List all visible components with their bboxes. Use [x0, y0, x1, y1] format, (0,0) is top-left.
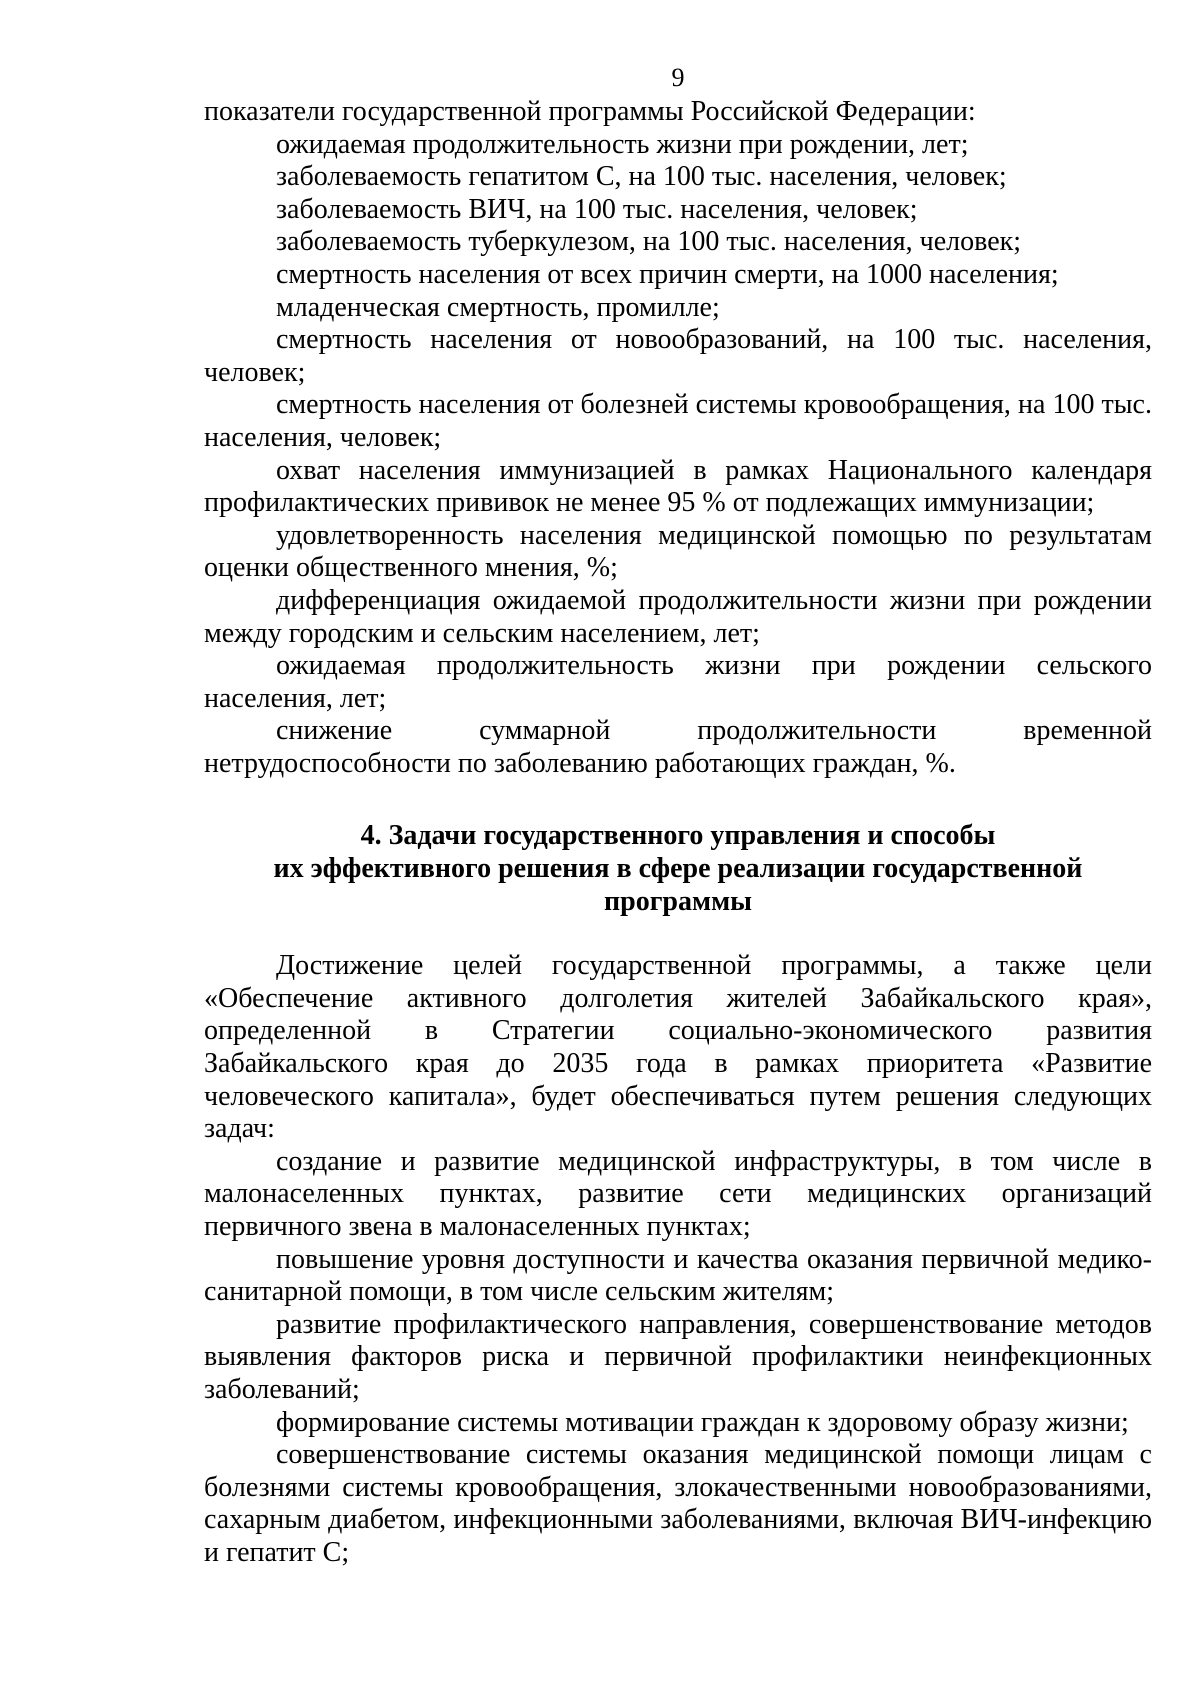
indicators-intro: показатели государственной программы Российской Федерации:	[204, 96, 976, 127]
indicators-list	[204, 129, 1152, 781]
indicator-item: ожидаемая продолжительность жизни при рождении, лет;	[276, 128, 969, 160]
indicator-item: заболеваемость туберкулезом, на 100 тыс. населения, человек;	[276, 226, 1022, 258]
task-item: развитие профилактического направления, совершенствование методов выявления факторов риска и первичной профилактики неинфекционных заболеваний;	[204, 1308, 1152, 1405]
indicator-item: младенческая смертность, промилле;	[276, 291, 720, 323]
page-number: 9	[671, 63, 685, 92]
spacer	[204, 918, 1152, 950]
section-intro-paragraph: Достижение целей государственной программы, а также цели «Обеспечение активного долголетия жителей Забайкальского края», определенной в Стратегии социально-экономического развития Забайкальского края до 2035 года в рамках приоритета «Развитие человеческого капитала», будет обеспечиваться путем решения следующих задач:	[204, 950, 1152, 1145]
indicator-item: дифференциация ожидаемой продолжительности жизни при рождении между городским и сельским населением, лет;	[204, 584, 1152, 649]
indicator-item: охват населения иммунизацией в рамках Национального календаря профилактических прививок не менее 95 % от подлежащих иммунизации;	[204, 454, 1152, 519]
section-heading-line: 4. Задачи государственного управления и способы	[360, 820, 996, 852]
document-page	[204, 62, 1152, 1570]
indicator-item: снижение суммарной продолжительности временной нетрудоспособности по заболеванию работающих граждан, %.	[204, 715, 1152, 779]
indicator-item: удовлетворенность населения медицинской помощью по результатам оценки общественного мнения, %;	[204, 519, 1152, 584]
tasks-list	[204, 1146, 1152, 1570]
indicator-item: смертность населения от новообразований, на 100 тыс. населения, человек;	[204, 324, 1152, 388]
indicator-item: смертность населения от болезней системы кровообращения, на 100 тыс. населения, человек;	[204, 389, 1152, 453]
section-heading-line: программы	[604, 885, 752, 917]
task-item: повышение уровня доступности и качества оказания первичной медико-санитарной помощи, в том числе сельским жителям;	[204, 1243, 1152, 1308]
indicator-item: смертность населения от всех причин смерти, на 1000 населения;	[276, 258, 1059, 290]
spacer	[204, 780, 1152, 820]
indicator-item: заболеваемость ВИЧ, на 100 тыс. населения, человек;	[276, 193, 918, 225]
section-heading-line: их эффективного решения в сфере реализации государственной	[273, 853, 1083, 885]
task-item: создание и развитие медицинской инфраструктуры, в том числе в малонаселенных пунктах, развитие сети медицинских организаций первичного звена в малонаселенных пунктах;	[204, 1145, 1152, 1242]
task-item: формирование системы мотивации граждан к здоровому образу жизни;	[276, 1406, 1129, 1438]
section-heading	[204, 820, 1152, 918]
task-item: совершенствование системы оказания медицинской помощи лицам с болезнями системы кровообращения, злокачественными новообразованиями, сахарным диабетом, инфекционными заболеваниями, включая ВИЧ-инфекцию и гепатит С;	[204, 1439, 1152, 1568]
indicator-item: ожидаемая продолжительность жизни при рождении сельского населения, лет;	[204, 650, 1152, 714]
indicator-item: заболеваемость гепатитом С, на 100 тыс. населения, человек;	[276, 161, 1007, 193]
